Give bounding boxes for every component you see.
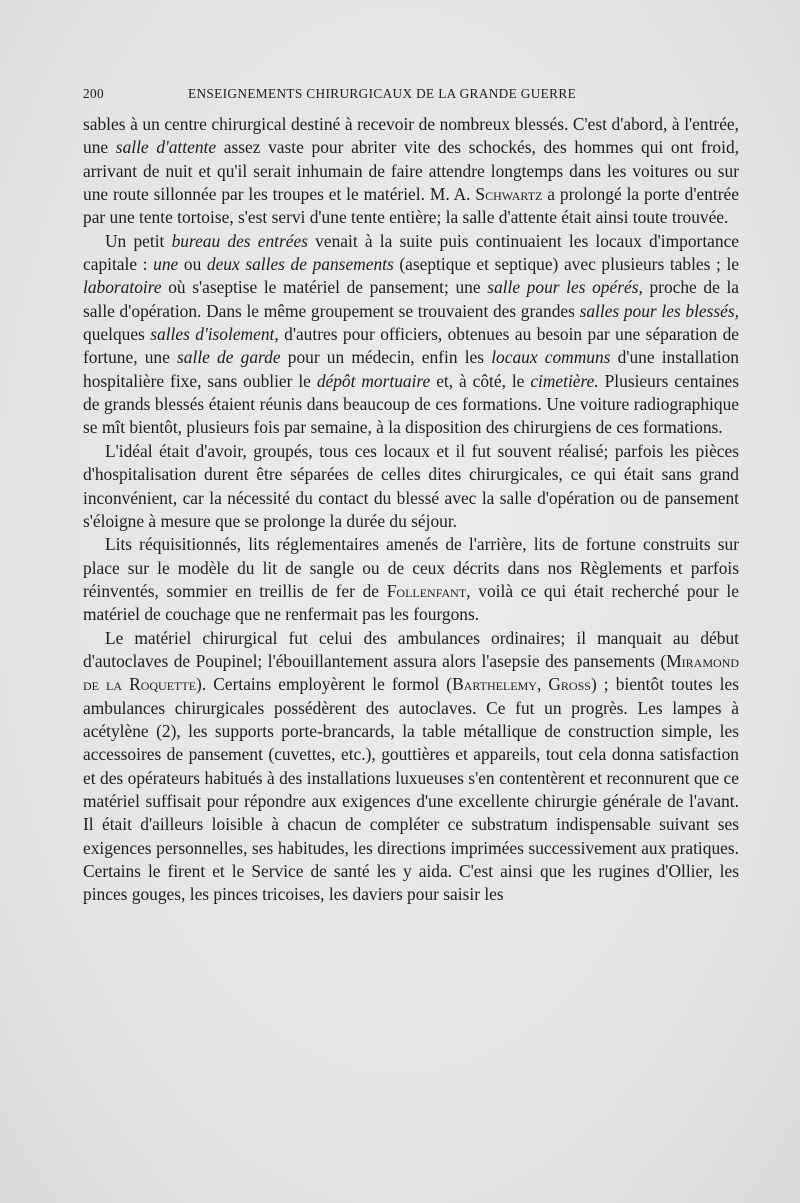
text-run: ) ; bientôt toutes les ambulances chirurgicales possédèrent des autoclaves. Ce fut un progrès. Les lampes à acétylène (2), les supports porte-brancards, la table métallique de construction simple, les accessoires de pansement (cuvettes, etc.), gouttières et appareils, tout cela donna satisfaction et des opérateurs habitués à des installations luxueuses s'en contentèrent et reconnurent que ce matériel suffisait pour répondre aux exigences d'une excellente chirurgie générale de l'avant. Il était d'ailleurs loisible à chacun de compléter ce substratum indispensable suivant ses exigences personnelles, ses habitudes, les directions imprimées successivement aux pratiques. Certains le firent et le Service de santé les y aida. C'est ainsi que les rugines d'Ollier, les pinces gouges, les pinces tricoises, les daviers pour saisir les [83,674,739,905]
italic-term: dépôt mortuaire [316,370,431,391]
paragraph [83,440,739,533]
italic-term: deux salles de pansements [206,254,394,275]
author-name: Schwartz [475,184,543,205]
italic-term: une [153,254,179,275]
running-header [83,86,739,106]
text-run: et, à côté, le [430,370,531,391]
text-run: a prolongé la porte d'entrée par une tente tortoise, s'est servi d'une tente entière; la salle d'attente était ainsi toute trouvée. [83,184,739,228]
text-run: assez vaste pour abriter vite des schockés, des hommes qui ont froid, arrivant de nuit et qu'il serait inhumain de faire attendre longtemps dans les voitures ou sur une route sillonnée par les troupes et le matériel. M. A. [83,137,739,205]
text-run: Plusieurs centaines de grands blessés étaient réunis dans beaucoup de ces formations. Une voiture radiographique se mît bientôt, plusieurs fois par semaine, à la disposition des chirurgiens de ces formations. [83,370,740,438]
text-run: venait à la suite puis continuaient les locaux d'importance capitale : [83,230,740,275]
text-run: quelques [83,324,151,345]
text-run: d'autres pour officiers, obtenues au besoin par une séparation de fortune, une [83,324,739,368]
text-run: Le matériel chirurgical fut celui des ambulances ordinaires; il manquait au début d'autoclaves de Poupinel; l'ébouillantement assura alors l'asepsie des pansements ( [83,627,739,671]
italic-term: laboratoire [83,277,162,298]
text-run: pour un médecin, enfin les [280,347,492,368]
text-run: sables à un centre chirurgical destiné à recevoir de nombreux blessés. C'est d'abord, à l'entrée, une [83,114,739,158]
italic-term: cimetière. [530,370,599,391]
running-title: ENSEIGNEMENTS CHIRURGICAUX DE LA GRANDE GUERRE [188,86,577,101]
text-run: ou [178,254,207,275]
text-run: Un petit [105,230,172,251]
author-name: Barthelemy [452,674,537,695]
italic-term: salles pour les blessés, [579,300,739,321]
italic-term: salle d'attente [115,137,217,158]
italic-term: bureau des entrées [171,230,308,251]
text-run: ). Certains employèrent le formol ( [196,674,453,695]
text-run: , voilà ce qui était recherché pour le matériel de couchage que ne renfermait pas les fourgons. [83,580,739,625]
text-run: L'idéal était d'avoir, groupés, tous ces locaux et il fut souvent réalisé; parfois les pièces d'hospitalisation durent être séparées de celles dites chirurgicales, ce qui était sans grand inconvénient, car la nécessité du contact du blessé avec la salle d'opération ou de pansement s'éloigne à mesure que se prolonge la durée du séjour. [83,440,739,531]
text-run: Lits réquisitionnés, lits réglementaires amenés de l'arrière, lits de fortune construits sur place sur le modèle du lit de sangle ou de ceux décrits dans nos Règlements et parfois réinventés, sommier en treillis de fer de [83,534,739,601]
italic-term: salles d'isolement, [150,324,279,345]
author-name: Gross [548,674,591,695]
italic-term: locaux communs [491,347,611,368]
author-name: Follenfant [386,580,467,601]
author-name: Miramond de la Roquette [83,650,739,695]
text-run: proche de la salle d'opération. Dans le même groupement se trouvaient des grandes [83,277,739,321]
text-run: où s'aseptise le matériel de pansement; une [161,277,488,298]
page-number: 200 [83,86,104,101]
text-run: d'une installation hospitalière fixe, sans oublier le [83,347,740,391]
text-run: (aseptique et septique) avec plusieurs tables ; le [393,254,740,275]
italic-term: salle de garde [177,347,281,368]
paragraph [83,627,739,907]
body-text [83,113,739,907]
paragraph [83,230,739,440]
italic-term: salle pour les opérés, [487,277,643,298]
paragraph [83,533,739,626]
paragraph [83,113,739,230]
text-run: , [536,674,549,695]
